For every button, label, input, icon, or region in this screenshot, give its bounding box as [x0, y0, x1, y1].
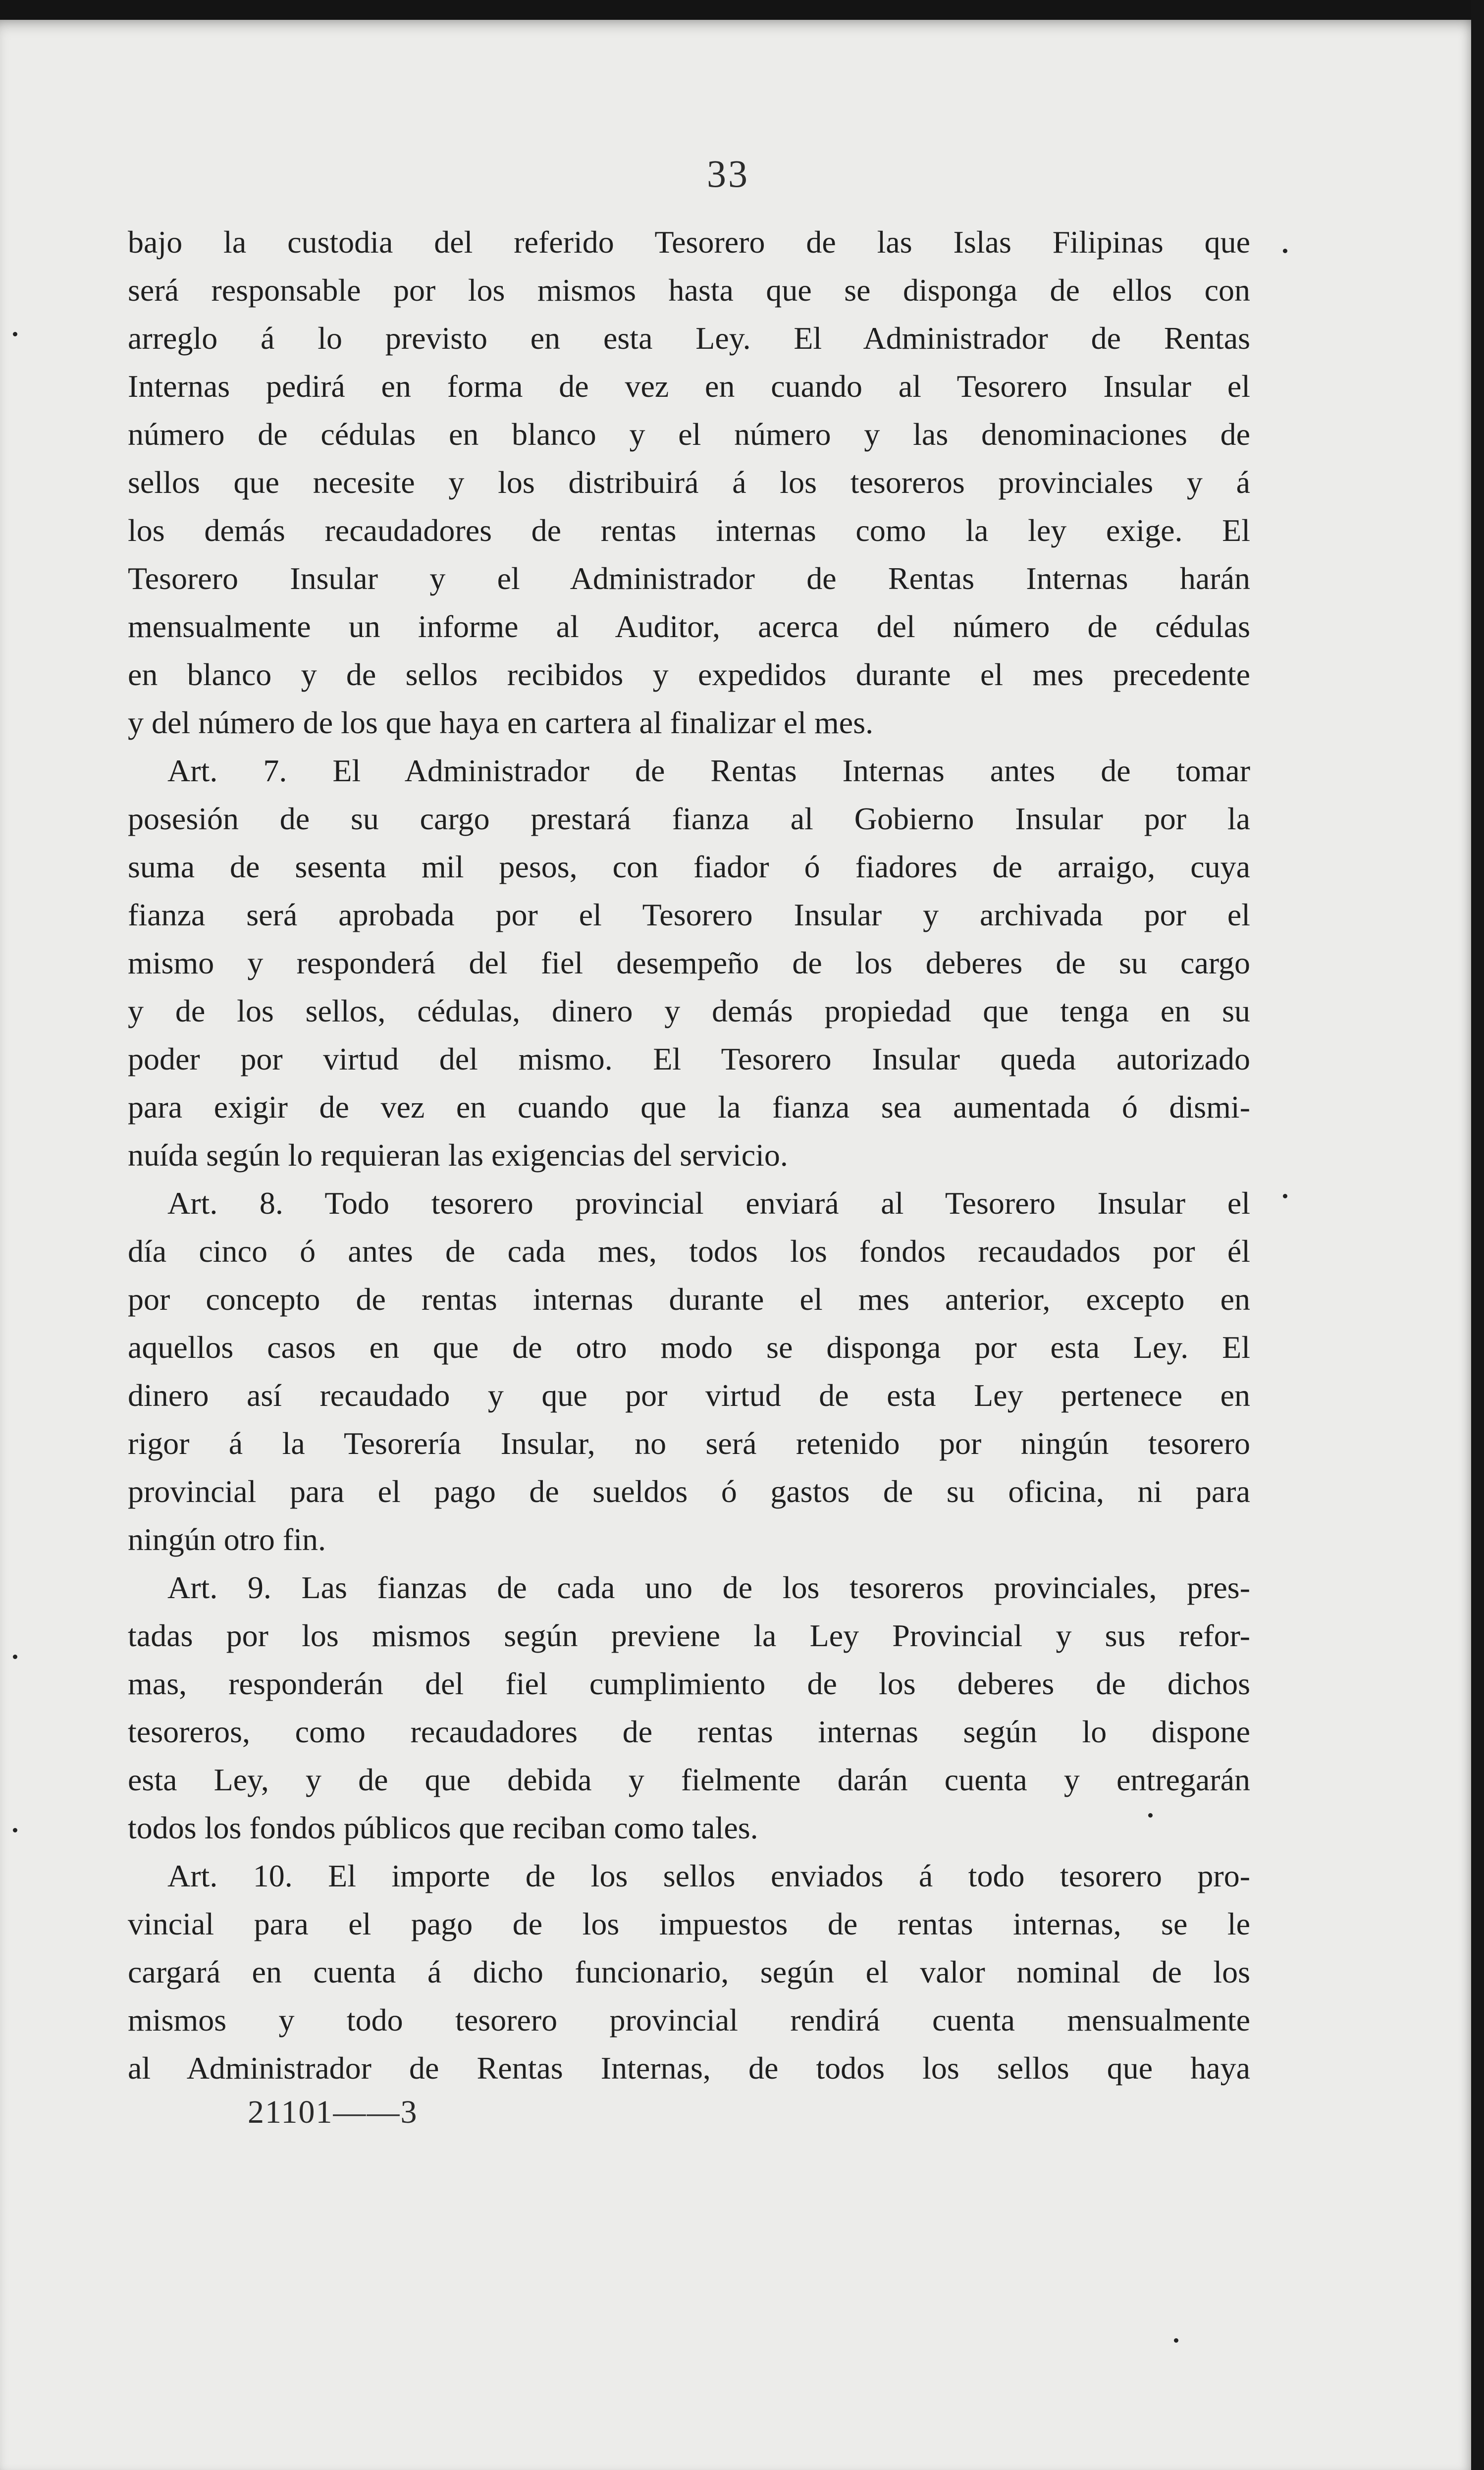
article-8-heading-line: Art. 8. Todo tesorero provincial enviará al Tesorero Insular el: [167, 1185, 1250, 1221]
scan-speck: [13, 1655, 17, 1659]
text-line: Internas pedirá en forma de vez en cuando al Tesorero Insular el: [128, 369, 1250, 404]
scan-speck: [13, 1828, 17, 1832]
text-line: día cinco ó antes de cada mes, todos los fondos recaudados por él: [128, 1234, 1250, 1269]
document-page: [0, 20, 1471, 2470]
text-line: provincial para el pago de sueldos ó gastos de su oficina, ni para: [128, 1474, 1250, 1509]
text-line: mensualmente un informe al Auditor, acerca del número de cédulas: [128, 609, 1250, 644]
body-text: [128, 218, 1250, 2092]
text-line: arreglo á lo previsto en esta Ley. El Administrador de Rentas: [128, 321, 1250, 356]
text-line: nuída según lo requieran las exigencias del servicio.: [128, 1137, 788, 1173]
text-line: todos los fondos públicos que reciban como tales.: [128, 1810, 758, 1845]
text-line: fianza será aprobada por el Tesorero Insular y archivada por el: [128, 897, 1250, 932]
article-7-heading-line: Art. 7. El Administrador de Rentas Internas antes de tomar: [167, 753, 1250, 788]
text-line: ningún otro fin.: [128, 1522, 326, 1557]
scan-speck: [13, 332, 17, 336]
text-line: sellos que necesite y los distribuirá á los tesoreros provinciales y á: [128, 465, 1250, 500]
scan-speck: [1283, 1194, 1287, 1198]
text-line: será responsable por los mismos hasta que se disponga de ellos con: [128, 272, 1250, 308]
text-line: rigor á la Tesorería Insular, no será retenido por ningún tesorero: [128, 1426, 1250, 1461]
scan-speck: [1283, 249, 1287, 253]
text-line: tadas por los mismos según previene la Ley Provincial y sus refor-: [128, 1618, 1250, 1653]
article-9-heading-line: Art. 9. Las fianzas de cada uno de los tesoreros provinciales, pres-: [167, 1570, 1250, 1605]
text-line: mismos y todo tesorero provincial rendirá cuenta mensualmente: [128, 2002, 1250, 2038]
text-line: Tesorero Insular y el Administrador de Rentas Internas harán: [128, 561, 1250, 596]
text-line: vincial para el pago de los impuestos de rentas internas, se le: [128, 1906, 1250, 1941]
scan-speck: [1174, 2338, 1178, 2343]
text-line: por concepto de rentas internas durante el mes anterior, excepto en: [128, 1282, 1250, 1317]
text-line: bajo la custodia del referido Tesorero de las Islas Filipinas que: [128, 224, 1250, 260]
text-line: tesoreros, como recaudadores de rentas internas según lo dispone: [128, 1714, 1250, 1749]
text-line: cargará en cuenta á dicho funcionario, según el valor nominal de los: [128, 1954, 1250, 1989]
text-line: mismo y responderá del fiel desempeño de los deberes de su cargo: [128, 945, 1250, 980]
scan-right-edge: [1471, 0, 1484, 2470]
text-line: y del número de los que haya en cartera al finalizar el mes.: [128, 705, 874, 740]
text-line: al Administrador de Rentas Internas, de todos los sellos que haya: [128, 2050, 1250, 2086]
text-line: posesión de su cargo prestará fianza al Gobierno Insular por la: [128, 801, 1250, 836]
scan-speck: [1148, 1813, 1153, 1818]
text-line: en blanco y de sellos recibidos y expedidos durante el mes precedente: [128, 657, 1250, 692]
text-line: y de los sellos, cédulas, dinero y demás propiedad que tenga en su: [128, 993, 1250, 1028]
text-line: suma de sesenta mil pesos, con fiador ó fiadores de arraigo, cuya: [128, 849, 1250, 884]
text-line: aquellos casos en que de otro modo se disponga por esta Ley. El: [128, 1330, 1250, 1365]
text-line: número de cédulas en blanco y el número y las denominaciones de: [128, 417, 1250, 452]
text-line: dinero así recaudado y que por virtud de esta Ley pertenece en: [128, 1378, 1250, 1413]
article-10-heading-line: Art. 10. El importe de los sellos enviados á todo tesorero pro-: [167, 1858, 1250, 1893]
printer-signature: 21101——3: [248, 2094, 418, 2130]
text-line: los demás recaudadores de rentas internas como la ley exige. El: [128, 513, 1250, 548]
text-line: mas, responderán del fiel cumplimiento de los deberes de dichos: [128, 1666, 1250, 1701]
text-line: para exigir de vez en cuando que la fianza sea aumentada ó dismi-: [128, 1089, 1250, 1125]
text-line: poder por virtud del mismo. El Tesorero Insular queda autorizado: [128, 1041, 1250, 1076]
page-number: 33: [707, 152, 749, 195]
text-line: esta Ley, y de que debida y fielmente darán cuenta y entregarán: [128, 1762, 1250, 1797]
